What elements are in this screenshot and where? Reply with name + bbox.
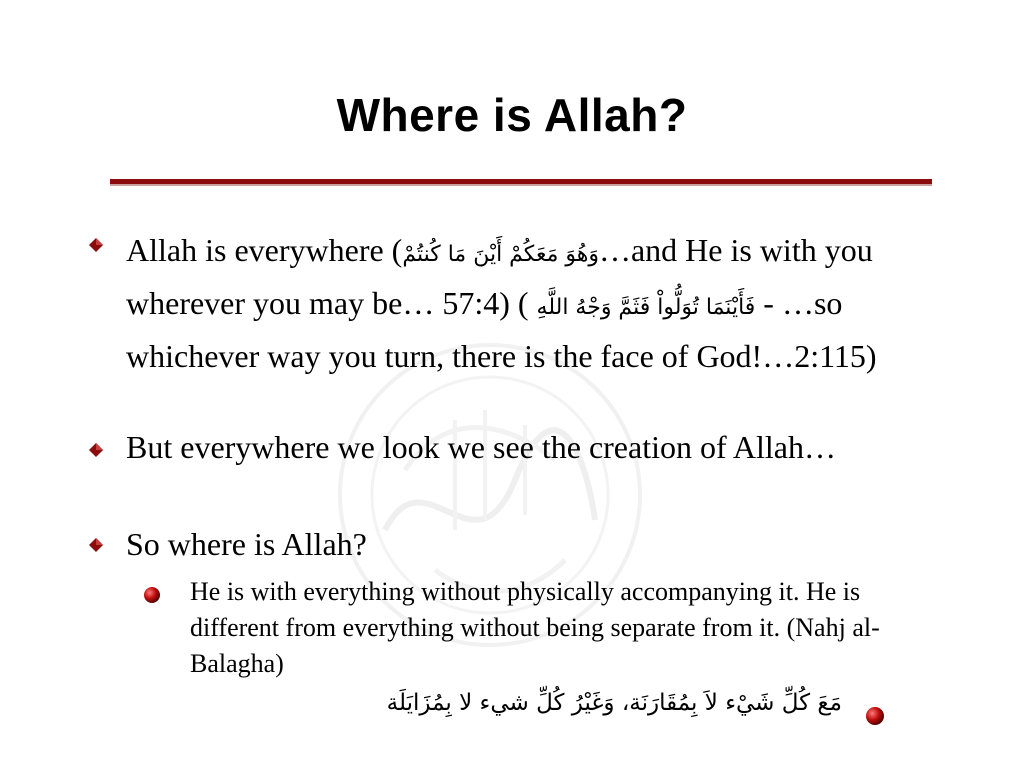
sub-bullet-item-1: He is with everything without physically accompanying it. He is different from everything without being separate from it. (Nahj al-Balagha): [190, 577, 880, 678]
bullet-1-text-a: Allah is everywhere (: [126, 232, 403, 268]
slide-title: Where is Allah?: [336, 89, 688, 141]
bullet-1-text-b: …and He is with you wherever you may be… 57:4) (: [126, 232, 873, 321]
sub-bullet-item-2-arabic: مَعَ كُلِّ شَيْء لاَ بِمُقَارَنَة، وَغَيْرُ كُلِّ شيء لا بِمُزَايَلَة: [386, 690, 842, 716]
bullet-item-2: But everywhere we look we see the creation of Allah…: [126, 429, 836, 465]
bullet-item-1: [126, 226, 926, 381]
bullet-item-3: So where is Allah?: [126, 526, 367, 562]
bullet-1-arabic-a: وَهُوَ مَعَكُمْ أَيْنَ مَا كُنتُمْ: [402, 242, 599, 267]
bullet-1-arabic-b: فَأَيْنَمَا تُوَلُّواْ فَثَمَّ وَجْهُ اللَّهِ: [536, 295, 756, 320]
diamond-bullet-icon: [88, 442, 104, 458]
sphere-bullet-icon: [865, 706, 885, 726]
bullet-1-text-c: - …so whichever way you turn, there is the face of God!…2:115): [126, 285, 877, 374]
diamond-bullet-icon: [88, 237, 104, 253]
diamond-bullet-icon: [88, 537, 104, 553]
sphere-bullet-icon: [143, 586, 161, 604]
